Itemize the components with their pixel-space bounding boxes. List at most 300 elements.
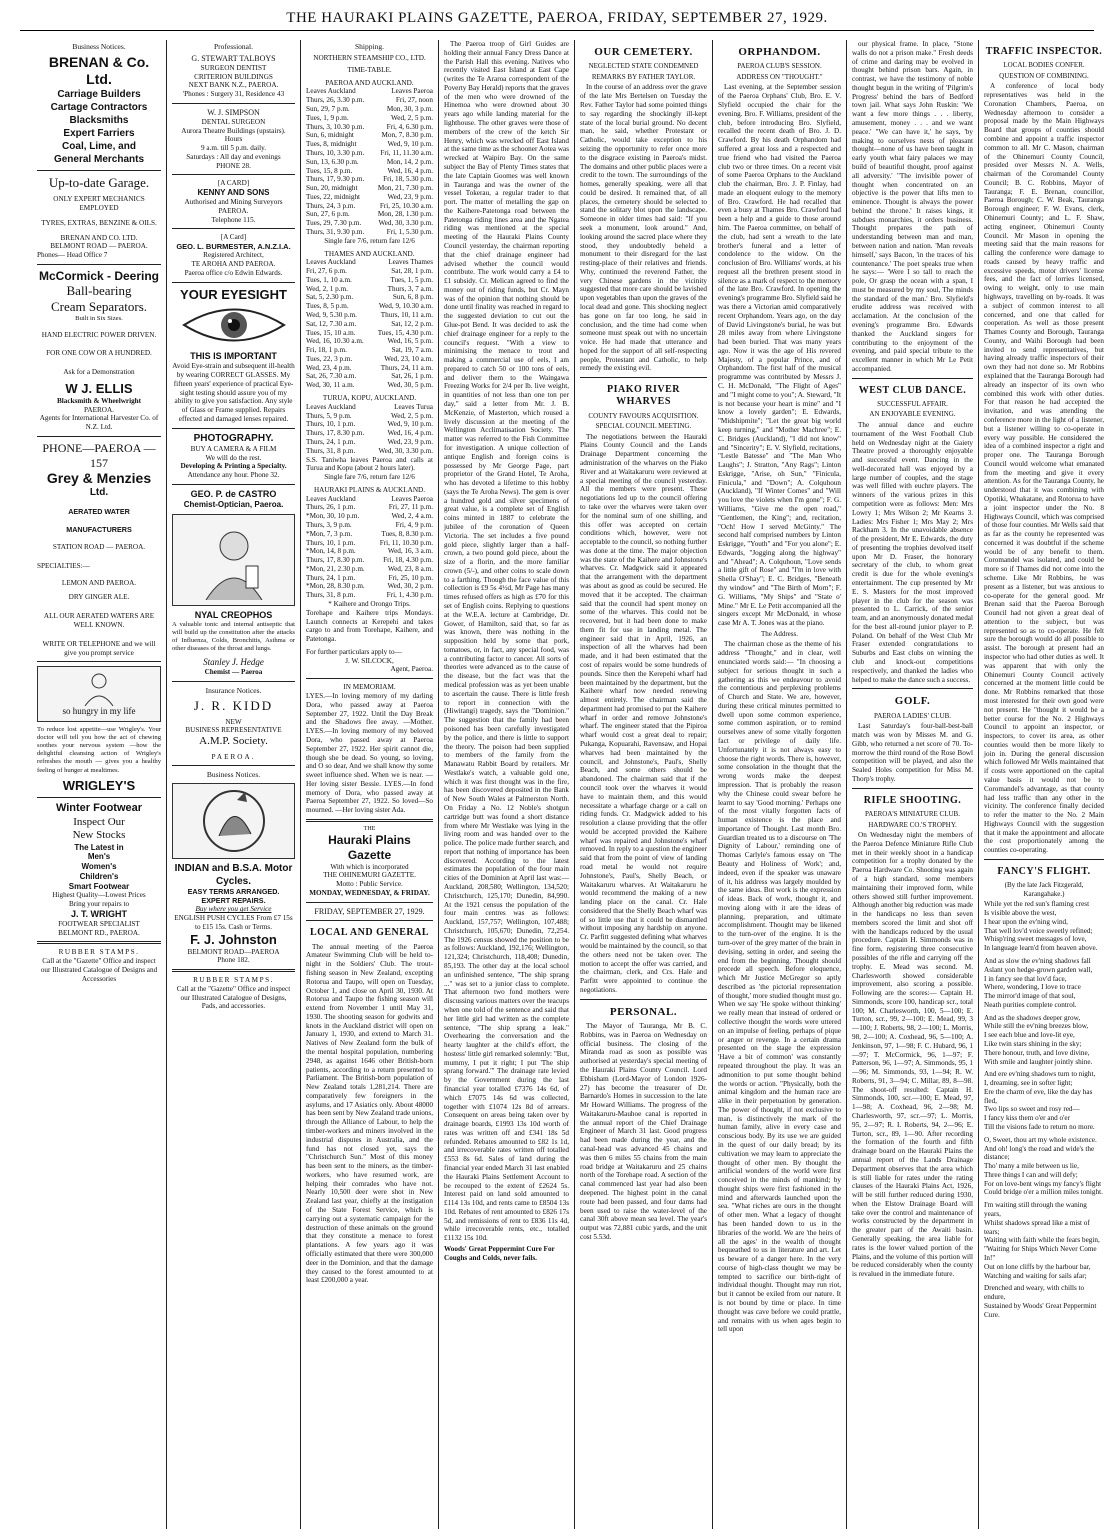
timetable-cell: Fri, 25, 10.30 a.m. — [379, 201, 433, 210]
section-heading: Business Notices. — [72, 42, 126, 51]
divider — [852, 378, 973, 379]
timetable-cell: Thurs, 10, 1 p.m. — [306, 420, 356, 429]
route-table — [306, 495, 433, 600]
woman-portrait-icon — [194, 520, 274, 600]
dance-text: The annual dance and euchre tournament of the West Football Club held on Wednesday night at the Gaiety Theatre proved a thoroughly enjoyable and successful event. Dancing in the well-decorated hall was enjoyed by a large number of couples, and the stage was well filled with euchre players. The winners of the various prizes in this competition were as follows: Men: Mrs Lowry 1; Mrs Wilson 2; Mr Kearns 3. Ladies: Mrs Fisher 1; Mrs May 2; Mrs Rackham 3. In the unavoidable absence of the president, Mr E. Edwards, the duty of presenting the trophies devolved itself upon Mr D. Fraser, the honorary secretary of the club, to whom great credit is due for the whole evening's entertainment. The cup presented by Mr E. S. Masters for the most improved player in the club for the season was presented to L. Carrick, of the senior team, and an anonymously donated medal for the best all-round junior player to P. Poland. On behalf of the West Club Mr Fraser extended congratulations to Suburbs and East clubs on winning the club and knock-out competitions respectively, and thanked the ladies who helped to make the dance such a success. — [852, 420, 973, 684]
route-fare: Single fare 7/6, return fare 12/6 — [324, 236, 415, 245]
timetable-cell: Thurs, 17, 9.30 p.m. — [306, 175, 365, 184]
phone-line: PHONE—PAEROA —157 — [42, 441, 156, 470]
poem-byline: (By the late Jack Fitzgerald, Karangahake.) — [1004, 881, 1084, 898]
brenan-line: Cartage Contractors — [50, 102, 148, 114]
footwear-ad — [37, 802, 161, 937]
rifle-sub: HARDWARE CO.'S TROPHY. — [868, 820, 957, 829]
footwear-line: The Latest in — [74, 842, 124, 852]
eye-icon — [179, 302, 289, 348]
timetable-row — [306, 123, 433, 132]
castro-name: GEO. P. de CASTRO — [190, 488, 277, 499]
divider — [37, 797, 161, 798]
simpson-line: Saturdays : All day and evenings — [186, 152, 281, 161]
news-text: The Paeroa troop of Girl Guides are holding their annual Fancy Dress Dance at the Parish Hall this evening. Natives who recently visited East Island at East Cape (writes the Te Araroa correspondent of the Poverty Bay Herald) reports that the graves of the men who were drowned of the Hinemoa who were drowned about 30 years ago while landing material for the lighthouse. The other graves were those of members of the crew of the ketch Sir Henry, which was wrecked off East Island at the same time as the schooner Aotea was wrecked at Waipiro Bay. On the same subject the Bay of Plenty Times states that the late Captain Goomes was well known in Tauranga and was the owner of the vessel Tokerau, a regular trader to that port. The matter of metalling the gap on the Kaihere-Patetonga road between the Patetonga riding lines area and the Ngatea riding was mentioned at the special meeting of the Hauraki Plains County Council yesterday, the chairman reporting that the chief drainage engineer had advised whether the council would contribute. The work would carry a £4 to £1 subsidy. Cr. Melican agreed to find the money out of riding funds, but Cr. Mayn was of the opinion that nothing should be done until finality was reached in regard to the suggested deviation to cut out the Glue-pot Bend. It was decided to ask the chief drainage engineer for a reply to the council's request. "With a view to minimising the menace to trout and making a commercial use of eels, I am prepared to catch 50 or 100 tons of eels, and deliver them to the Waingawa Freezing Works for 2/4 per lb. live weight, in quantities of not less than one ton per day," said a letter from Mr. J. B. McKenzie, of Masterton, which roused a lively discussion at the meeting of the Wellington Acclimatisation Society. The matter was referred to the Fish Committee for investigation. A unique collection of antique English and foreign coins is possessed by Mr George Page, part proprietor of the Grand Hotel, Te Aroha, who has devoted a lifetime to this hobby (says the Te Aroha News). The gem is over a hundred gold and silver specimens of great value, is a complete set of English coins minted in 1887 to celebrate the jubilee of the coronation of Queen Victoria. The set includes a five pound gold piece, slightly larger than a half-crown, a two pound gold piece, about the size of a florin, and the more familiar crown (5/-), and other coins to scale down to a farthing. Though the face value of this collection is £9 5s 4½d, Mr Page has many times refused offers as high as £70 for this set of English coins. Replying to questions at the W.E.A. lecture at Cambridge, Dr. Gower, of Hamilton, said that, so far as was known, there was nothing in the supposition held by some that pork, tomatoes, or, in fact, any special food, was a contributing factor to cancer. All sorts of theories were advanced as to the cause of the disease, but the fact was that the medical profession was as yet been unable to ascertain the cause. There is little fresh to report in connection with the (Hiwitangi) tragedy, says the "Dominion." The suggestion that the family had been poisoned has been carefully investigated by the police, and there is little to support the theory. The poison had been supplied to members of the family from the Manawatu Rabbit Board by retailers. Mr Westlake's watch, a valuable gold one, which it was first thought was in the fire, has been discovered deposited in the Bank of New South Wales at Palmerston North. On Friday a No. 12 Noble's shotgun cartridge butt was found a short distance from where Mr Westlake was lying in the living room and was handed over to the police. The police made further search, and report that nothing of importance has been discovered. According to the latest estimates the population of the four main cities of the Dominion at April last was:— Auckland, 208,580; Wellington, 134,520; Christchurch, 125,170; Dunedin, 84,990. At the 1921 census the population of the four main centres was as follows: Auckland, 157,757; Wellington, 107,488; Christchurch, 105,670; Dunedin, 72,254. The 1926 census showed the position to be as follows: Auckland, 192,176; Wellington, 121,324; Christchurch, 118,408; Dunedin, 85,193. The other day at the local school an unfinished sentence, "The ship sprang ..." was set to a junior class to complete. That afternoon two fond mothers were discussing various matters over the teacups when one told of the sentence and said that her little girl had written as the complete sentence, "The ship sprang a leak." Overhearing the conversation and the hearty laughter at the child's effort, the hostess' little girl remarked solemnly: "But, mummy, I put it right; I put 'The ship sprang forward.'" The drainage rate levied by the Government during the last financial year totalled £7376 14s 6d, of which £7075 14s 6d was collected, together with £1074 12s 8d of arrears. Consequent on areas being taken over by drainage boards, £1993 13s 10d worth of rates was written off and £341 18s 5d refunded. Rebates amounted to £82 1s 1d, and irrecoverable rates written off totalled £553 8s 6d. Sales of land during the financial year ended March 31 last enabled the Hauraki Plains Settlement Account to be recouped to the extent of £2624 5s. Interest paid on land sold amounted to £114 13s 10d, and rents came to £8504 13s 10d. Rebates of rent amounted to £826 17s 5d, and remissions of rent to £836 11s 4d, while irrecoverable rents, etc., totalled £1132 15s 10d. — [444, 40, 569, 1243]
timetable-cell: Sat, 28, 1 p.m. — [391, 267, 433, 276]
timetable-header — [306, 403, 433, 412]
indian-ad — [172, 863, 295, 965]
route-table — [306, 87, 433, 236]
specialties-heading: SPECIALTIES:— — [37, 561, 90, 570]
timetable-cell: Thurs, 10, 11 a.m. — [380, 311, 433, 320]
route-table — [306, 258, 433, 390]
timetable-row — [306, 193, 433, 202]
footwear-line: Smart Footwear — [68, 881, 130, 891]
timetable-cell: Fri, 4, 9 p.m. — [395, 520, 433, 529]
indian-line: Buy where you get Service — [195, 905, 272, 914]
grey-name: Grey & Menzies — [46, 470, 152, 487]
timetable-cell: Thurs, 24, 1 p.m. — [306, 437, 356, 446]
timetable-cell: Wed, 16, 4 p.m. — [387, 166, 433, 175]
timetable-cell: Thurs, 17, 8.30 p.m. — [306, 556, 365, 565]
photography-line: Developing & Printing a Specialty. — [180, 462, 287, 471]
poem-line: Is visible above the west, — [984, 909, 1057, 918]
rubber-stamps-heading: RUBBER STAMPS. — [58, 948, 140, 957]
timetable-cell: Wed, 23, 4 p.m. — [306, 363, 352, 372]
timetable-row — [306, 574, 433, 583]
rubber-stamps-text: Call at the "Gazette" Office and inspect our Illustrated Catalogue of Designs and Accessories — [40, 957, 158, 983]
agent-line: For further particulars apply to— — [306, 647, 402, 656]
poem-line: Till the visions fade to return no more. — [984, 1123, 1095, 1131]
route-heading: TURUA, KOPU, AUCKLAND. — [322, 394, 417, 403]
poem-line: Two lips so sweet and rosy red— — [984, 1105, 1080, 1114]
johnston-line: BELMONT ROAD—PAEROA — [187, 947, 280, 956]
column-professional — [167, 40, 301, 1529]
address-continued: our physical frame. In place, "Stone walls do not a prison make." Fresh deeds of crime and daring may be evolved in thought behind prison bars. Again, in contrast, we have the testimony of noble thought begun in the writing of 'Pilgrim's Progress' behind the bars of Bedford town jail. What says John Ruskin: 'We want a few more things . . . liberty, amusement, money . . . and we want peace.' "We can have it,' he says, 'by making to ourselves nests of pleasant thought—none of us have been taught in early youth what fairy palaces we may build of beautiful thought, proof against all adversity.' "The invisible power of thought when concentrated on an objective is the power that lifts men to eminence. Thought is always the power behind the throne.' It raises kings, it subdues monarchies, it orders business. Thought prepares the path of understanding between man and man, between nation and nation. 'Man reveals himself,' says Bacon, 'in the traces of his countenance.' The poet speaks true when he says:— 'Were I so tall to reach the pole, Or grasp the ocean with a span, I must be measured by my soul, The minds the standard of the man.' Bro. Slyfield's erudite address was received with acclamation. At the conclusion of the evening's programme Bro. Edwards thanked the Auckland singers for contributing to the enjoyment of the evening, and paid special tribute to the excellent manner in which Mr Le Petit accompanied. — [852, 40, 973, 373]
mccormick-line: Cream Separators. — [50, 299, 148, 315]
timetable-cell: Tues, 1, 5 p.m. — [390, 275, 433, 284]
timetable-row — [306, 302, 433, 311]
divider — [172, 282, 295, 283]
kenny-line: PAEROA. — [218, 206, 249, 215]
ellis-line: PAEROA. — [84, 405, 114, 414]
timetable-cell: Mon, 28, 1.30 p.m. — [377, 210, 433, 219]
timetable-cell: Thurs, 24, 1 p.m. — [306, 573, 356, 582]
timetable-cell: *Mon, 7, 3 p.m. — [306, 529, 353, 538]
timetable-cell: Wed, 23, 8 a.m. — [387, 564, 433, 573]
kenny-line: Telephone 115. — [211, 215, 256, 224]
memoriam-text: LYES.—In loving memory of my darling Dora, who passed away at Paeroa September 27, 1922. Until the Day Break and the Shadows flee away. —Mother. LYES.—In loving memory of my beloved Dora, who passed away at Paeroa September 27, 1922. Her spirit cannot die, though she be dead. So young, so loving, and O so dear, And we shall know thy some sweet influence shed. When we is near. —Her loving sister Bessie. LYES.—In fond memory of Dora, who passed away at Paeroa September 27, 1922. So loved—So mourned. —Her loving sister Ada. — [306, 692, 433, 815]
divider — [984, 859, 1104, 860]
timetable-row — [306, 140, 433, 149]
timetable-cell: Wed, 30, 11 a.m. — [306, 381, 355, 390]
wright-name: J. T. WRIGHT — [71, 908, 127, 919]
column-sports — [847, 40, 979, 1529]
date-line: FRIDAY, SEPTEMBER 27, 1929. — [314, 906, 425, 916]
nyal-text: A valuable tonic and internal antiseptic that will build up the constitution after the attacks of Influenza, Colds, Bronchitis, Asthma or other diseases of the throat and lungs. — [172, 620, 295, 652]
timetable-cell: Fri, 1, 4.30 p.m. — [386, 591, 433, 600]
timetable-cell: *Mon, 30, 10 p.m. — [306, 512, 360, 521]
talboys-line: NEXT BANK N.Z., PAEROA. — [188, 81, 279, 90]
timetable-cell: Fri, 18, 4.30 p.m. — [383, 556, 433, 565]
power-line: FOR ONE COW OR A HUNDRED. — [46, 349, 152, 358]
divider — [172, 103, 295, 104]
poem-line: I see each blue and love-lit eye, — [984, 1031, 1075, 1040]
timetable-cell: Tues, 1, 10 a.m. — [306, 275, 352, 284]
specialty-line: LEMON AND PAEROA. — [61, 578, 137, 587]
timetable-row — [306, 285, 433, 294]
timetable-cell: Sat, 19, 7 a.m. — [391, 346, 433, 355]
timetable-row — [306, 96, 433, 105]
timetable-cell: Leaves Auckland — [306, 258, 356, 267]
timetable-cell: Leaves Auckland — [306, 87, 356, 96]
golf-heading: GOLF. — [894, 695, 931, 708]
timetable-cell: Wed, 9, 5.30 p.m. — [306, 311, 357, 320]
timetable-cell: Wed, 2, 5 p.m. — [391, 113, 433, 122]
important-heading: THIS IS IMPORTANT — [190, 351, 277, 362]
timetable-cell: Leaves Auckland — [306, 494, 356, 503]
timetable-row — [306, 503, 433, 512]
wrigley-text: To reduce lost appetite—use Wrigley's. Your doctor will tell you how the act of chewing soothes your nervous system —how the delightful cleansing action of Wrigley's refreshes the mouth — gives you a healthy feeling of hunger at mealtimes. — [37, 726, 161, 774]
dance-kicker: SUCCESSFUL AFFAIR. — [877, 399, 948, 408]
cemetery-heading: OUR CEMETERY. — [594, 46, 693, 58]
indian-line: EASY TERMS ARRANGED. — [187, 886, 280, 896]
divider — [306, 920, 433, 921]
nyal-heading: NYAL CREOPHOS — [194, 609, 273, 620]
divider — [172, 174, 295, 175]
traffic-kicker: LOCAL BODIES CONFER. — [1003, 61, 1085, 70]
poem-line: O, Sweet, thou art my whole existence. — [984, 1135, 1097, 1144]
talboys-name: G. STEWART TALBOYS — [191, 54, 276, 64]
timetable-cell: Fri, 25, 10 p.m. — [388, 573, 433, 582]
divider — [37, 661, 161, 662]
simpson-name: W. J. SIMPSON — [207, 108, 260, 118]
traffic-heading: TRAFFIC INSPECTOR. — [985, 46, 1103, 57]
orphandom-heading: ORPHANDOM. — [738, 46, 821, 58]
route-table — [306, 403, 433, 456]
timetable-cell: Tues, 15, 8 p.m. — [306, 166, 353, 175]
brenan-line: Carriage Builders — [57, 89, 141, 101]
power-line: HAND ELECTRIC POWER DRIVEN. — [41, 330, 157, 339]
burmester-line: Registered Architect, — [203, 251, 264, 260]
golf-text: Last Saturday's four-ball-best-ball match was won by Misses M. and G. Gibb, who returned a net score of 70. To-morrow the third round of the Rose Bowl competition will be played, and also the Sealed Holes competition for Miss M. Thorp's trophy. — [852, 722, 973, 783]
simpson-line: DENTAL SURGEON — [201, 117, 266, 126]
timetable-cell: Tues, 8, 5 p.m. — [306, 302, 349, 311]
brenan-name: BRENAN & Co. Ltd. — [48, 54, 150, 88]
wrigley-caption: so hungry in my life — [62, 705, 136, 716]
divider — [172, 681, 295, 682]
talboys-card — [172, 54, 295, 99]
timetable-cell: Thurs, 3, 10.30 p.m. — [306, 122, 365, 131]
photography-heading: PHOTOGRAPHY. — [193, 432, 274, 444]
garage-heading: Up-to-date Garage. — [48, 175, 150, 191]
timetable-cell: Sat, 12, 2 p.m. — [391, 319, 433, 328]
kenny-card — [172, 179, 295, 224]
section-heading: Business Notices. — [206, 770, 261, 780]
timetable-row — [306, 131, 433, 140]
orphandom-sub: ADDRESS ON "THOUGHT." — [736, 72, 823, 81]
nyal-ad — [172, 610, 295, 677]
divider — [306, 819, 433, 822]
piako-kicker: COUNTY FAVOURS ACQUISITION. — [588, 411, 699, 420]
masthead: THE HAURAKI PLAINS GAZETTE, PAEROA, FRIDAY, SEPTEMBER 27, 1929. — [20, 6, 1094, 31]
burmester-name: GEO. L. BURMESTER, A.N.Z.I.A. — [176, 242, 291, 252]
section-heading: Professional. — [214, 42, 253, 51]
dance-heading: WEST CLUB DANCE. — [858, 384, 967, 396]
photography-ad — [172, 433, 295, 480]
timetable-row — [306, 447, 433, 456]
grey-menzies-ad — [37, 441, 161, 657]
timetable-row — [306, 175, 433, 184]
wright-line: BELMONT RD., PAEROA. — [58, 928, 140, 937]
mccormick-line: Ball-bearing — [66, 283, 132, 299]
burmester-card — [172, 233, 295, 277]
timetable-cell: Wed, 16, 4 p.m. — [387, 429, 433, 438]
poem-line: Out on lone cliffs by the harbour bar, — [984, 1262, 1091, 1271]
timetable-row — [306, 539, 433, 548]
divider — [580, 377, 707, 378]
timetable-cell: Fri, 18, 1 p.m. — [306, 346, 347, 355]
timetable-cell: Fri, 11, 10.30 p.m. — [379, 538, 433, 547]
route-heading: THAMES AND AUCKLAND. — [324, 249, 415, 258]
poem-line: Could bridge o'er a million miles tonight. — [984, 1188, 1103, 1197]
indian-line: EXPERT REPAIRS. — [201, 895, 266, 905]
timetable-cell: Sat, 12, 7.30 a.m. — [306, 319, 357, 328]
divider — [172, 765, 295, 766]
poem-line: Ere the charm of eve, like the day has fled, — [984, 1087, 1093, 1105]
timetable-cell: Tues, 29, 7.30 p.m. — [306, 219, 362, 228]
timetable-cell: Thurs, 17, 8.30 p.m. — [306, 429, 365, 438]
talboys-line: CRITERION BUILDINGS — [194, 72, 273, 81]
poem-line: Watching and waiting for sails afar; — [984, 1271, 1087, 1280]
poem-heading: FANCY'S FLIGHT. — [997, 866, 1091, 877]
column-news — [439, 40, 575, 1529]
timetable-cell: Leaves Paeroa — [391, 87, 433, 96]
garage-line: TYRES, EXTRAS, BENZINE & OILS. — [41, 218, 157, 227]
peppermint-ad: Woods' Great Peppermint Cure For Coughs and Colds, never fails. — [444, 1245, 555, 1262]
timetable-cell: Wed, 23, 10 a.m. — [384, 354, 433, 363]
timetable-cell: Fri, 27, 6 p.m. — [306, 267, 347, 276]
wright-line: FOOTWEAR SPECIALIST — [58, 919, 140, 928]
indian-logo-icon — [189, 788, 279, 854]
timetable-cell: Wed, 2, 1 p.m. — [306, 284, 348, 293]
brenan-ad — [37, 54, 161, 166]
section-heading: Shipping. — [355, 42, 384, 51]
timetable-row — [306, 228, 433, 237]
timetable-cell: Wed, 16, 3 a.m. — [387, 547, 433, 556]
talboys-line: 'Phones : Surgery 31, Residence 43 — [182, 90, 285, 99]
timetable-row — [306, 355, 433, 364]
timetable-row — [306, 521, 433, 530]
cemetery-text: In the course of an address over the grave of the late Mrs Bertelsen on Tuesday the Rev. Father Taylor had some pointed things to say regarding the shockingly ill-kept state of the local burial ground. No decent man, he said, whether Protestant or Catholic, would take exception to his seizing the opportunity to refer once more to the disgrace existing in Paeroa's midst. The domains and other public places were a credit to the town. The surroundings of the homes, generally speaking, were all that could be desired. It remained that, of all places, the cemetery should be selected to stand the solitary blot upon the landscape. Someone in older times had said: "If you seek a monument, look around." And, looking around the sacred place where they stood, they undoubtedly beheld a monument to their disregard for the last resting-place of their relatives and friends. Why, continued the reverend Father, the very Chinese gardens in the vicinity suggested that more care should be lavished upon vegetables than upon the graves of the local dead and gone. This shocking neglect has gone on far too long, he said in conclusion, and the time had come when someone must speak out with no uncertain voice. He had made that utterance and hoped for the support of all self-respecting people, Protestant and Catholic, to help remedy the existing evil. — [580, 83, 707, 373]
timetable-row — [306, 202, 433, 211]
timetable-cell: Mon, 7, 8.30 p.m. — [381, 131, 433, 140]
timetable-cell: Thurs, 5, 9 p.m. — [306, 411, 352, 420]
kidd-line: A.M.P. Society. — [199, 735, 268, 748]
wrigley-illustration — [37, 666, 161, 722]
timetable-cell: Sun, 27, 6 p.m. — [306, 210, 350, 219]
agent-line: Agent, Paeroa. — [390, 665, 433, 674]
specialty-line: ALL OUR AERATED WATERS ARE WELL KNOWN. — [43, 612, 155, 629]
rubber-stamps-heading: RUBBER STAMPS. — [193, 976, 274, 985]
timetable-cell: Wed, 16, 10.30 a.m. — [306, 337, 364, 346]
timetable-row — [306, 320, 433, 329]
timetable-row — [306, 372, 433, 381]
talboys-line: SURGEON DENTIST — [200, 63, 267, 72]
timetable-header — [306, 495, 433, 504]
timetable-cell: Mon, 30, 3 p.m. — [386, 105, 433, 114]
timetable-row — [306, 429, 433, 438]
timetable-cell: Thurs, 24, 11 a.m. — [380, 363, 433, 372]
poem-line: For on love-bent wings my fancy's flight — [984, 1179, 1102, 1188]
timetable-row — [306, 438, 433, 447]
eyesight-text: Avoid Eye-strain and subsequent ill-health by wearing CORRECT GLASSES. My fifteen years' experience of practical Eye-sight testing should assure you of my ability to give you satisfaction. Any style of Glass or Frame supplied. Repairs effected and damaged lenses repaired. — [172, 362, 295, 423]
simpson-line: 9 a.m. till 5 p.m. daily. — [200, 144, 266, 153]
dance-sub: AN ENJOYABLE EVENING. — [869, 410, 956, 419]
kenny-line: Authorised and Mining Surveyors — [184, 197, 283, 206]
column-traffic — [979, 40, 1109, 1529]
timetable-row — [306, 293, 433, 302]
timetable-cell: Sun, 6, 8 p.m. — [392, 293, 433, 302]
rubber-stamps-text: Call at the "Gazette" Office and inspect our Illustrated Catalogue of Designs, Pads, and accessories. — [176, 984, 291, 1011]
timetable-cell: Fri, 18, 5.30 p.m. — [383, 175, 433, 184]
rifle-kicker: PAEROA'S MINIATURE CLUB. — [865, 809, 960, 818]
eyesight-ad — [172, 287, 295, 424]
timetable-row — [306, 346, 433, 355]
timetable-row — [306, 337, 433, 346]
timetable-cell: Sat, 5, 2.30 p.m. — [306, 293, 354, 302]
timetable-header — [306, 258, 433, 267]
local-text: The annual meeting of the Paeroa Amateur Swimming Club will be held to-night in the Soldiers' Club. The trout-fishing season in New Zealand, excepting Rotorua and Taupo, will open on Tuesday, October 1, and close on April 30, 1930. At Rotorua and Taupo the fishing season will extend from November 1 until May 31, 1930. The shooting season for godwits and knots in the Auckland district will open on January 1, 1930, and extend to March 31. Natives of New Zealand form the bulk of the mental hospital population, numbering 2948, as against 1646 other British-born patients, according to a return presented to Parliament. The British-born population of New Zealand totals 1,281,214. There are comparatively few foreigners in the asylums, and 17 Asiatics only. About 48000 has been sent by New Zealand trade unions, through the Alliance of Labour, to help the timber-workers and miners involved in the industrial disputes in Australia, and the fund has not closed yet, says the "Christchurch Sun." Most of this money has been sent to the miners, as the timber-workers, who have resumed work, are helping their comrades who have not. Nearly 10,500 deer were shot in New Zealand last year, chiefly at the instigation of the State Forest Service, which is carrying out a systematic campaign for the destruction of these animals on the ground that they constitute a menace to forest plantations. A few years ago it was officially estimated that there were 300,000 deer in the Dominion, and that the damage they caused to the forest amounted to at least £200,000 a year. — [306, 942, 433, 1285]
timetable-cell: Wed, 23, 9 p.m. — [387, 192, 433, 201]
footwear-line: New Stocks — [72, 829, 126, 842]
timetable-row — [306, 591, 433, 600]
divider — [37, 264, 161, 265]
timetable-cell: Wed, 9, 10 p.m. — [387, 420, 433, 429]
poem-line: Like twin stars shining in the sky; — [984, 1039, 1082, 1048]
poem-line: And ere ev'ning shadows turn to night, — [984, 1070, 1096, 1079]
mccormick-ad — [37, 269, 161, 432]
golf-kicker: PAEROA LADIES' CLUB. — [873, 711, 952, 720]
timetable-cell: Wed, 23, 9 p.m. — [387, 437, 433, 446]
brenan-lines — [37, 88, 161, 166]
footwear-line: Men's — [87, 852, 111, 862]
kidd-name: J. R. KIDD — [193, 697, 274, 713]
timetable-row — [306, 311, 433, 320]
mccormick-sizes: Built in Six Sizes. — [75, 314, 123, 322]
divider — [37, 170, 161, 171]
timetable-cell: Tues, 22, midnight — [306, 192, 361, 201]
agent-line: J. W. SILCOCK, — [345, 656, 394, 665]
kidd-line: PAEROA. — [211, 752, 256, 761]
card-label: [A CARD] — [217, 179, 250, 188]
section-heading: Insurance Notices. — [205, 685, 262, 695]
footwear-small: Bring your repairs to — [68, 900, 130, 909]
garage-line: BELMONT ROAD — PAEROA. — [50, 242, 148, 251]
route-note: S.S. Taniwha leaves Paeroa and calls at Turua and Kopu (about 2 hours later). — [306, 455, 433, 473]
gazette-the: THE — [363, 825, 376, 832]
rifle-heading: RIFLE SHOOTING. — [863, 794, 962, 806]
timetable-row — [306, 210, 433, 219]
timetable-row — [306, 219, 433, 228]
timetable-cell: Sun, 20, midnight — [306, 184, 358, 193]
wrigley-brand: WRIGLEY'S — [62, 777, 136, 793]
timetable-row — [306, 267, 433, 276]
aerated-line: STATION ROAD — PAEROA. — [52, 543, 146, 552]
timetable-cell: Thurs, 26, 1 p.m. — [306, 503, 356, 512]
timetable-cell: Sun, 13, 6.30 p.m. — [306, 157, 359, 166]
timetable-row — [306, 158, 433, 167]
eyesight-heading: YOUR EYESIGHT — [180, 286, 287, 302]
timetable-cell: Wed, 9, 10 p.m. — [387, 140, 433, 149]
footwear-small: Highest Quality—Lowest Prices — [52, 891, 146, 900]
power-line: Ask for a Demonstration — [63, 368, 135, 377]
photography-line: Attendance any hour. Phone 32. — [187, 471, 280, 480]
timetable-cell: Fri, 11, 11.30 a.m. — [380, 148, 433, 157]
mccormick-name: McCormick - Deering — [38, 268, 160, 283]
poem-line: Whilst shadows spread like a mist of tears; — [984, 1218, 1090, 1236]
timetable-label: TIME-TABLE. — [347, 65, 392, 74]
timetable-cell: Sun, 6, midnight — [306, 131, 354, 140]
timetable-cell: Tues, 8, midnight — [306, 140, 357, 149]
personal-heading: PERSONAL. — [609, 1005, 678, 1018]
ellis-name: W J. ELLIS — [65, 381, 133, 397]
simpson-card — [172, 108, 295, 170]
castro-ad — [172, 489, 295, 510]
garage-line: BRENAN AND CO. LTD. — [60, 233, 138, 242]
timetable-cell: Mon, 14, 2 p.m. — [386, 157, 433, 166]
company-name: NORTHERN STEAMSHIP CO., LTD. — [313, 54, 426, 63]
timetable-cell: Wed, 16, 5 p.m. — [387, 337, 433, 346]
castro-sub: Chemist-Optician, Paeroa. — [183, 499, 284, 509]
divider — [306, 902, 433, 903]
kidd-line: BUSINESS REPRESENTATIVE — [185, 726, 282, 735]
piako-heading: PIAKO RIVER WHARVES — [606, 384, 680, 408]
aerated-line: AERATED WATER — [68, 506, 130, 516]
orphandom-kicker: PAEROA CLUB'S SESSION. — [737, 62, 822, 71]
timetable-cell: Wed, 30, 5 p.m. — [387, 381, 433, 390]
timetable-cell: Wed, 30, 3.30 p.m. — [378, 219, 433, 228]
ellis-line: Agents for International Harvester Co. of N.Z. Ltd. — [39, 414, 159, 432]
footwear-heading: Winter Footwear — [55, 802, 143, 815]
columns — [32, 40, 1110, 1529]
route-note: * Kaihere and Orongo Trips. — [328, 600, 411, 609]
garage-ad — [37, 175, 161, 260]
poem-line: Where, wondering, I love to trace — [984, 983, 1081, 992]
timetable-row — [306, 149, 433, 158]
timetable-cell: Leaves Thames — [388, 258, 433, 267]
specialty-line: DRY GINGER ALE. — [68, 593, 130, 602]
poem-line: While yet the red sun's flaming crest — [984, 900, 1090, 909]
poem-line: Three things I can and will defy; — [984, 1170, 1078, 1179]
poem-line: I in fancy see that lov'd face, — [984, 974, 1067, 983]
footwear-line: Women's — [81, 862, 117, 872]
traffic-sub: QUESTION OF COMBINING. — [999, 71, 1089, 80]
timetable-row — [306, 105, 433, 114]
cemetery-kicker: NEGLECTED STATE CONDEMNED — [588, 62, 699, 71]
timetable-cell: Fri, 4, 6.30 p.m. — [386, 122, 433, 131]
photography-line: We will do the rest. — [205, 453, 262, 462]
timetable-cell: Wed, 9, 10.30 a.m. — [378, 302, 433, 311]
timetable-cell: Tues, 15, 4.30 p.m. — [377, 328, 433, 337]
divider — [852, 688, 973, 689]
timetable-cell: Wed, 2, 4 a.m. — [391, 512, 433, 521]
timetable-row — [306, 329, 433, 338]
route-text: Torehape and Kaihere trips Mondays. Launch connects at Kerepehi and takes cargo to and from Torehape, Kaihere, and Patetonga. — [306, 608, 433, 644]
column-cemetery — [575, 40, 713, 1529]
timetable-row — [306, 547, 433, 556]
timetable-row — [306, 420, 433, 429]
agent-block — [306, 648, 433, 674]
timetable-cell: Thurs, 10, 1 p.m. — [306, 538, 356, 547]
poem-line: I'm waiting still through the waning years, — [984, 1201, 1087, 1219]
mccormick-lines — [37, 283, 161, 314]
timetable-cell: Wed, 2, 5 p.m. — [391, 411, 433, 420]
